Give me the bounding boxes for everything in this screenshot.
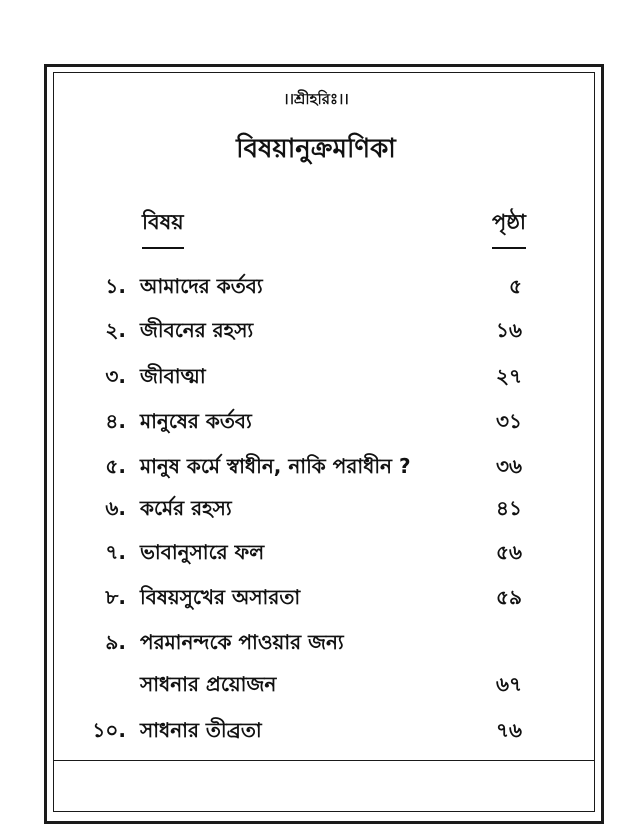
toc-entry xyxy=(0,583,632,619)
toc-entry-number: ৫. xyxy=(105,454,126,478)
toc-entry-number: ৯. xyxy=(105,630,126,654)
toc-entry-title-continued: সাধনার প্রয়োজন xyxy=(140,672,277,696)
toc-entry-page: ৩১ xyxy=(496,409,522,433)
toc-entry-page: ৫৬ xyxy=(496,540,522,564)
toc-entry-page: ৪১ xyxy=(496,496,522,520)
toc-entry-title: মানুষের কর্তব্য xyxy=(140,409,252,433)
toc-entry xyxy=(0,316,632,352)
toc-entry xyxy=(0,272,632,308)
column-header-page: পৃষ্ঠা xyxy=(492,206,526,249)
toc-entry-page: ৫ xyxy=(509,274,522,298)
toc-entry-page: ১৬ xyxy=(496,318,522,342)
toc-entry-title: আমাদের কর্তব্য xyxy=(140,274,263,298)
toc-entry-page: ৩৬ xyxy=(495,454,522,478)
toc-entry-page: ৫৯ xyxy=(496,585,522,609)
toc-entry-page: ৭৬ xyxy=(495,718,522,742)
toc-entry xyxy=(0,628,632,708)
toc-entry-number: ১০. xyxy=(92,718,126,742)
toc-entry xyxy=(0,452,632,488)
toc-entry-page: ২৭ xyxy=(495,364,522,388)
toc-entry-number: ৮. xyxy=(105,585,126,609)
toc-entry-title: সাধনার তীব্রতা xyxy=(140,718,262,742)
toc-entry-title: কর্মের রহস্য xyxy=(140,496,232,520)
toc-entry-title: ভাবানুসারে ফল xyxy=(140,540,265,564)
toc-entry-number: ৪. xyxy=(105,409,126,433)
toc-entry-page: ৬৭ xyxy=(495,672,522,696)
toc-entry xyxy=(0,407,632,443)
toc-entry-title: মানুষ কর্মে স্বাধীন, নাকি পরাধীন ? xyxy=(140,454,411,478)
toc-entry xyxy=(0,494,632,530)
bottom-divider xyxy=(53,760,595,761)
toc-entry-title: বিষয়সুখের অসারতা xyxy=(140,585,301,609)
toc-entry-number: ২. xyxy=(105,318,126,342)
page-title: বিষয়ানুক্রমণিকা xyxy=(236,134,396,164)
invocation-text: ।।শ্রীহরিঃ।। xyxy=(283,90,349,108)
toc-entry-number: ৬. xyxy=(105,496,126,520)
toc-entry-number: ৭. xyxy=(105,540,126,564)
toc-entry xyxy=(0,538,632,574)
toc-entry xyxy=(0,362,632,398)
toc-entry-title: জীবনের রহস্য xyxy=(140,318,254,342)
toc-entry-number: ১. xyxy=(105,274,126,298)
toc-entry-title: পরমানন্দকে পাওয়ার জন্য xyxy=(140,630,344,654)
toc-entry-number: ৩. xyxy=(105,364,126,388)
toc-entry xyxy=(0,716,632,752)
column-header-subject: বিষয় xyxy=(142,206,184,249)
toc-entry-title: জীবাত্মা xyxy=(140,364,206,388)
